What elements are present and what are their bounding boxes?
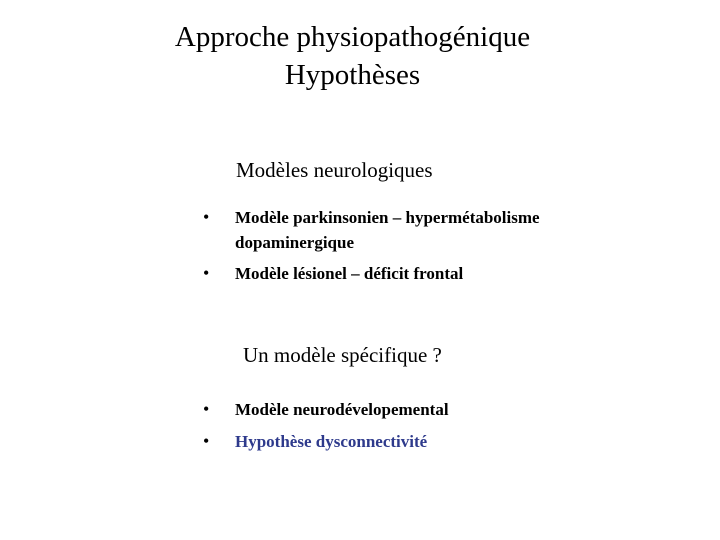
bullet-icon: • xyxy=(203,399,210,419)
bullet-icon: • xyxy=(203,431,210,451)
bullet-icon: • xyxy=(203,207,210,227)
slide-subtitle: Hypothèses xyxy=(284,59,421,91)
list-item-lesional-model xyxy=(203,261,623,286)
dysconnectivity-hypothesis-link[interactable]: Hypothèse dysconnectivité xyxy=(235,432,428,451)
section-heading-neurological-models: Modèles neurologiques xyxy=(236,158,433,182)
slide-title: Approche physiopathogénique xyxy=(174,21,531,53)
section-heading-specific-model: Un modèle spécifique ? xyxy=(243,343,442,367)
list-item-parkinsonian-model xyxy=(203,205,623,255)
list-item-dysconnectivity-hypothesis[interactable] xyxy=(203,429,623,454)
list-item-text: Modèle parkinsonien – hypermétabolisme dopaminergique xyxy=(235,208,540,252)
list-item-text: Modèle lésionel – déficit frontal xyxy=(235,264,464,283)
bullet-icon: • xyxy=(203,263,210,283)
list-item-text: Modèle neurodévelopemental xyxy=(235,400,449,419)
list-item-neurodevelopmental-model xyxy=(203,397,623,422)
